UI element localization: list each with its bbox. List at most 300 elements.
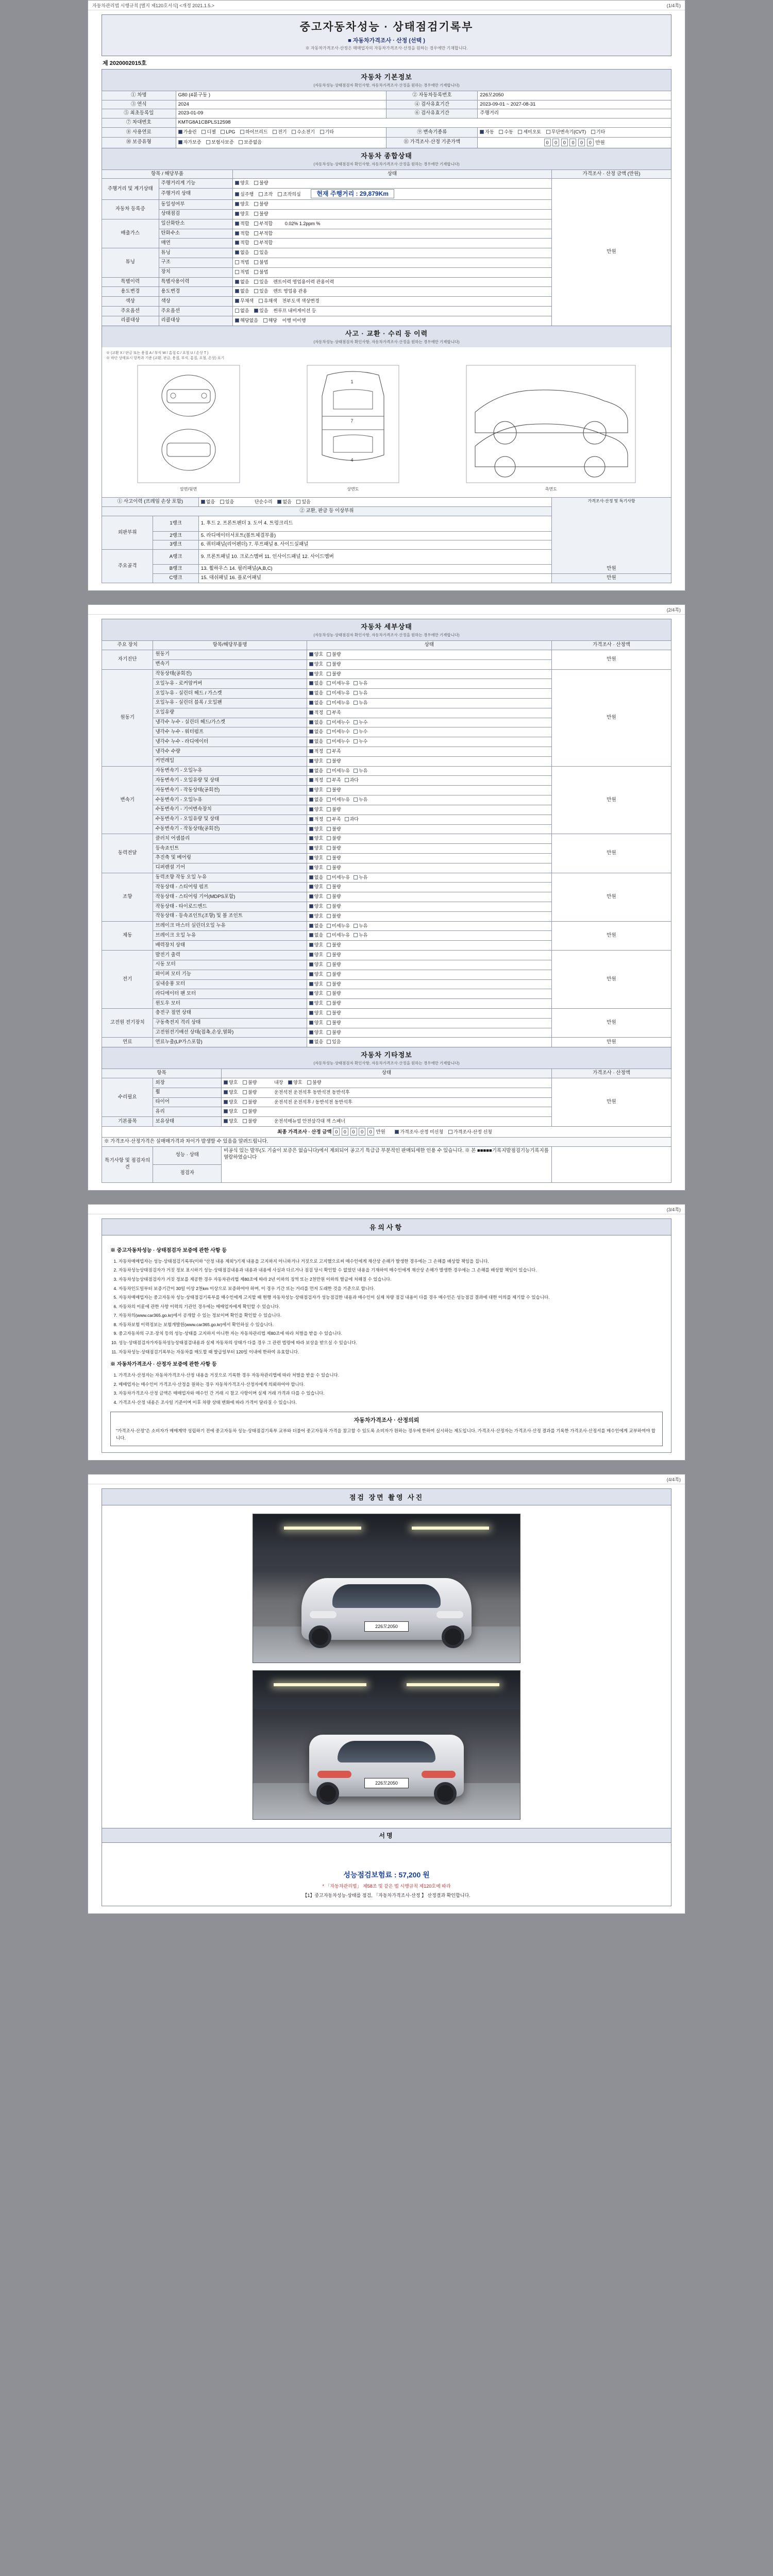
detail-opt-1-4-1[interactable]	[327, 709, 341, 716]
detail-group-7: 고전원 전기장치	[102, 1008, 153, 1037]
detail-opt-3-2-0[interactable]	[309, 855, 323, 861]
detail-opt-6-4-0[interactable]	[309, 990, 323, 996]
simple-opt-yes[interactable]	[296, 499, 310, 505]
detail-opt-0-1-0[interactable]	[309, 661, 323, 667]
detail-state-7-2[interactable]	[307, 1028, 551, 1038]
detail-state-0-0[interactable]	[307, 650, 551, 659]
checkbox-icon	[327, 894, 331, 899]
car-side-caption: 측면도	[545, 486, 557, 492]
detail-state-6-4[interactable]	[307, 989, 551, 999]
overall-2-opt-1[interactable]	[254, 201, 268, 207]
detail-opt-label-2-5-0: 적정	[314, 816, 324, 822]
detail-item-2-4: 수동변속기 - 기어변속장치	[153, 805, 307, 815]
detail-state-2-2[interactable]	[307, 786, 551, 795]
detail-state-1-7[interactable]	[307, 737, 551, 747]
overall-8-opt-1[interactable]	[254, 259, 268, 265]
basic-value-year: 2024	[176, 100, 386, 109]
section-overall-title: 자동차 종합상태	[361, 151, 412, 160]
detail-opt-5-1-1[interactable]	[327, 932, 350, 938]
detail-state-3-2[interactable]	[307, 853, 551, 863]
detail-opt-3-0-1[interactable]	[327, 835, 341, 841]
checkbox-icon	[309, 982, 313, 986]
table-row	[102, 1038, 671, 1047]
detail-opt-4-0-1[interactable]	[327, 874, 350, 880]
checkbox-icon	[309, 1001, 313, 1005]
etc-state-4[interactable]	[222, 1117, 552, 1127]
detail-opt-label-6-0-1: 불량	[332, 952, 341, 958]
detail-item-2-5: 수동변속기 - 오일유량 및 상태	[153, 815, 307, 824]
overall-13-opt-0[interactable]	[235, 308, 249, 314]
detail-opt-5-2-0[interactable]	[309, 942, 323, 948]
table-row	[102, 1078, 671, 1088]
detail-opt-1-3-1[interactable]	[327, 700, 350, 706]
detail-state-5-2[interactable]	[307, 941, 551, 951]
page-number-2: (2/4쪽)	[666, 607, 681, 613]
overall-state-5[interactable]	[233, 229, 552, 239]
detail-state-4-1[interactable]	[307, 883, 551, 892]
detail-state-0-1[interactable]	[307, 659, 551, 669]
price-survey-box	[110, 1412, 663, 1447]
checkbox-icon	[309, 749, 313, 753]
etc-0-opt-0[interactable]	[224, 1079, 238, 1086]
detail-opt-label-4-3-1: 불량	[332, 904, 341, 909]
special-note-blank	[551, 1146, 671, 1182]
overall-7-opt-0[interactable]	[235, 249, 249, 256]
overall-12-opt-1[interactable]	[259, 298, 277, 304]
detail-state-4-3[interactable]	[307, 902, 551, 912]
detail-opt-label-3-0-1: 불량	[332, 836, 341, 841]
warranty-option-none[interactable]	[239, 139, 262, 145]
detail-opt-6-5-1[interactable]	[327, 1000, 341, 1006]
detail-opt-2-1-2[interactable]	[345, 777, 359, 783]
overall-0-opt-0[interactable]	[235, 180, 249, 186]
etc-4-opt-1[interactable]	[243, 1118, 257, 1124]
detail-opt-4-0-0[interactable]	[309, 874, 323, 880]
detail-opt-0-0-0[interactable]	[309, 651, 323, 657]
overall-item-2: 동일성여부	[159, 200, 233, 210]
fuel-option-hybrid[interactable]	[240, 129, 267, 135]
detail-opt-5-1-2[interactable]	[354, 932, 367, 938]
detail-opt-label-1-2-2: 누유	[358, 690, 368, 696]
etc-0-extra-opt-1[interactable]	[307, 1079, 321, 1086]
overall-state-4[interactable]	[233, 219, 552, 229]
notice-list-1	[119, 1258, 663, 1356]
photo-1-plate: 226모2050	[364, 1621, 409, 1632]
detail-opt-2-5-0[interactable]	[309, 816, 323, 822]
accident-history-state[interactable]	[198, 497, 551, 507]
warranty-option-self[interactable]	[178, 139, 201, 145]
total-opt-1[interactable]	[448, 1129, 492, 1135]
etc-state-2[interactable]	[222, 1097, 552, 1107]
overall-10-opt-1[interactable]	[254, 279, 268, 285]
accident-opt-none[interactable]	[201, 499, 215, 505]
detail-opt-1-2-0[interactable]	[309, 690, 323, 696]
detail-opt-3-1-1[interactable]	[327, 845, 341, 851]
detail-state-2-0[interactable]	[307, 766, 551, 776]
overall-state-10[interactable]	[233, 277, 552, 287]
detail-opt-2-6-1[interactable]	[327, 826, 341, 832]
etc-3-opt-1[interactable]	[243, 1108, 257, 1114]
fuel-option-etc[interactable]	[320, 129, 334, 135]
warranty-option-insurer[interactable]	[206, 139, 233, 145]
detail-state-1-1[interactable]	[307, 679, 551, 689]
detail-opt-6-2-1[interactable]	[327, 971, 341, 977]
detail-opt-1-7-0[interactable]	[309, 738, 323, 744]
detail-opt-4-1-1[interactable]	[327, 884, 341, 890]
detail-opt-5-2-1[interactable]	[327, 942, 341, 948]
detail-opt-2-6-0[interactable]	[309, 826, 323, 832]
trans-option-manual[interactable]	[499, 129, 513, 135]
overall-state-0[interactable]	[233, 179, 552, 189]
detail-opt-4-4-0[interactable]	[309, 913, 323, 919]
overall-state-8[interactable]	[233, 258, 552, 267]
checkbox-icon	[327, 652, 331, 656]
overall-6-opt-0[interactable]	[235, 240, 249, 246]
overall-3-opt-1[interactable]	[254, 211, 268, 217]
overall-5-opt-1[interactable]	[254, 230, 273, 236]
detail-state-1-8[interactable]	[307, 747, 551, 757]
fuel-option-hydrogen[interactable]	[292, 129, 315, 135]
trans-option-auto[interactable]	[480, 129, 494, 135]
overall-9-opt-0[interactable]	[235, 269, 249, 275]
overall-group-special: 특별이력	[102, 277, 159, 287]
overall-state-7[interactable]	[233, 248, 552, 258]
detail-state-4-2[interactable]	[307, 892, 551, 902]
detail-opt-8-0-1[interactable]	[327, 1039, 341, 1045]
checkbox-icon	[327, 982, 331, 986]
detail-state-6-5[interactable]	[307, 999, 551, 1009]
checkbox-icon	[309, 972, 313, 976]
overall-col-item: 항목 / 해당부품	[102, 170, 233, 179]
etc-4-opt-0[interactable]	[224, 1118, 238, 1124]
detail-opt-2-1-0[interactable]	[309, 777, 323, 783]
etc-1-opt-0[interactable]	[224, 1089, 238, 1095]
detail-state-3-3[interactable]	[307, 863, 551, 873]
etc-3-opt-0[interactable]	[224, 1108, 238, 1114]
detail-opt-label-1-1-0: 없음	[314, 681, 324, 686]
overall-state-11[interactable]	[233, 287, 552, 297]
overall-2-opt-0[interactable]	[235, 201, 249, 207]
accident-opt-yes[interactable]	[220, 499, 234, 505]
detail-opt-2-3-0[interactable]	[309, 796, 323, 803]
checkbox-icon	[327, 875, 331, 879]
detail-opt-6-3-0[interactable]	[309, 981, 323, 987]
detail-opt-6-2-0[interactable]	[309, 971, 323, 977]
detail-state-1-9[interactable]	[307, 756, 551, 766]
checkbox-icon	[354, 769, 358, 773]
detail-opt-7-0-0[interactable]	[309, 1010, 323, 1016]
fuel-option-ev[interactable]	[273, 129, 287, 135]
detail-opt-1-5-0[interactable]	[309, 719, 323, 725]
detail-opt-4-2-1[interactable]	[327, 893, 341, 900]
detail-item-1-7: 냉각수 누수 - 라디에이터	[153, 737, 307, 747]
detail-opt-1-2-2[interactable]	[354, 690, 367, 696]
detail-opt-1-4-0[interactable]	[309, 709, 323, 716]
etc-0-extra-opt-0[interactable]	[288, 1079, 302, 1086]
detail-state-5-0[interactable]	[307, 921, 551, 931]
detail-opt-7-2-0[interactable]	[309, 1029, 323, 1036]
detail-opt-1-8-1[interactable]	[327, 748, 341, 754]
fuel-option-lpg[interactable]	[221, 129, 235, 135]
detail-opt-5-0-1[interactable]	[327, 923, 350, 929]
detail-opt-5-0-2[interactable]	[354, 923, 367, 929]
detail-opt-2-0-2[interactable]	[354, 768, 367, 774]
etc-2-opt-0[interactable]	[224, 1099, 238, 1105]
detail-opt-2-3-1[interactable]	[327, 796, 350, 803]
detail-state-4-4[interactable]	[307, 911, 551, 921]
accident-legend-1: ※ (교환 X / 판금 또는 용접 A / 부식 W / 흠집 C / 요철 U / 손상 T )	[106, 351, 209, 355]
detail-opt-1-1-0[interactable]	[309, 680, 323, 686]
detail-opt-1-0-1[interactable]	[327, 671, 341, 677]
detail-opt-6-1-0[interactable]	[309, 961, 323, 968]
detail-state-7-1[interactable]	[307, 1018, 551, 1028]
detail-opt-6-5-0[interactable]	[309, 1000, 323, 1006]
detail-opt-1-3-2[interactable]	[354, 700, 367, 706]
notice-item: 2. 매매업자는 매수인이 가격조사·산정을 원하는 경우 자동차가격조사·산정자에게 의뢰하여야 합니다.	[119, 1381, 663, 1388]
detail-opt-2-5-2[interactable]	[345, 816, 359, 822]
overall-state-12[interactable]	[233, 297, 552, 307]
checkbox-icon	[327, 730, 331, 734]
detail-state-6-1[interactable]	[307, 960, 551, 970]
etc-1-opt-0-label: 양호	[229, 1089, 238, 1095]
detail-state-1-5[interactable]	[307, 718, 551, 727]
overall-0-opt-1[interactable]	[254, 180, 268, 186]
detail-group-8: 연료	[102, 1038, 153, 1047]
overall-8-opt-0[interactable]	[235, 259, 249, 265]
detail-opt-4-2-0[interactable]	[309, 893, 323, 900]
detail-state-1-2[interactable]	[307, 689, 551, 699]
fuel-option-gasoline[interactable]	[178, 129, 197, 135]
detail-opt-label-1-7-1: 미세누수	[332, 739, 350, 744]
etc-state-1[interactable]	[222, 1088, 552, 1097]
detail-opt-7-0-1[interactable]	[327, 1010, 341, 1016]
detail-opt-2-1-1[interactable]	[327, 777, 341, 783]
detail-opt-2-0-0[interactable]	[309, 768, 323, 774]
detail-opt-4-4-1[interactable]	[327, 913, 341, 919]
overall-5-opt-1-label: 부적합	[259, 230, 273, 236]
detail-opt-1-9-0[interactable]	[309, 758, 323, 764]
detail-state-8-0[interactable]	[307, 1038, 551, 1047]
detail-state-4-0[interactable]	[307, 873, 551, 883]
accident-frame-items-1: 9. 프론트패널 10. 크로스멤버 11. 인사이드패널 12. 사이드멤버	[198, 550, 551, 565]
accident-group-outer: 외판부위	[102, 516, 153, 550]
detail-opt-0-1-1[interactable]	[327, 661, 341, 667]
detail-opt-6-0-0[interactable]	[309, 952, 323, 958]
detail-opt-4-0-2[interactable]	[354, 874, 367, 880]
detail-opt-4-3-1[interactable]	[327, 903, 341, 909]
detail-state-5-1[interactable]	[307, 931, 551, 941]
overall-1-opt-2[interactable]	[278, 191, 301, 197]
detail-opt-7-1-1[interactable]	[327, 1020, 341, 1026]
detail-state-7-0[interactable]	[307, 1008, 551, 1018]
detail-opt-1-7-2[interactable]	[354, 738, 367, 744]
detail-opt-3-1-0[interactable]	[309, 845, 323, 851]
overall-group-color: 색상	[102, 297, 159, 307]
detail-price-7: 만원	[551, 1008, 671, 1037]
detail-opt-3-2-1[interactable]	[327, 855, 341, 861]
detail-state-3-1[interactable]	[307, 844, 551, 854]
notice-head-2: ※ 자동차가격조사 · 산정자 보증에 관한 사항 등	[110, 1362, 217, 1368]
accident-outer-items-1: 1. 후드 2. 프론트펜더 3. 도어 4. 트렁크리드	[198, 516, 551, 531]
overall-10-opt-0[interactable]	[235, 279, 249, 285]
detail-state-6-3[interactable]	[307, 979, 551, 989]
overall-1-opt-0[interactable]	[235, 191, 254, 197]
detail-opt-7-2-1[interactable]	[327, 1029, 341, 1036]
detail-opt-2-2-1[interactable]	[327, 787, 341, 793]
detail-state-2-3[interactable]	[307, 795, 551, 805]
simple-opt-none[interactable]	[277, 499, 291, 505]
accident-group-title: ② 교환, 판금 등 이상부위	[102, 507, 552, 516]
overall-4-opt-1[interactable]	[254, 221, 273, 227]
detail-opt-1-8-0[interactable]	[309, 748, 323, 754]
detail-opt-1-5-2[interactable]	[354, 719, 367, 725]
checkbox-icon	[327, 798, 331, 802]
table-row	[102, 951, 671, 960]
detail-opt-5-0-0[interactable]	[309, 923, 323, 929]
trans-option-etc[interactable]	[591, 129, 605, 135]
detail-group-4: 조향	[102, 873, 153, 921]
overall-1-opt-1[interactable]	[259, 191, 273, 197]
overall-14-opt-0[interactable]	[235, 317, 258, 324]
etc-state-0[interactable]	[222, 1078, 552, 1088]
special-note-sub-b: 점검자	[153, 1164, 222, 1182]
etc-2-opt-1[interactable]	[243, 1099, 257, 1105]
overall-12-opt-0[interactable]	[235, 298, 254, 304]
notice-item: 9. 중고자동차의 구조·장치 등의 성능·상태를 고지하지 아니한 자는 자동차관리법 제80조에 따라 처벌을 받을 수 있습니다.	[119, 1330, 663, 1337]
detail-opt-label-0-1-0: 양호	[314, 661, 324, 667]
overall-3-opt-0[interactable]	[235, 211, 249, 217]
page-3	[88, 1204, 685, 1461]
overall-state-2[interactable]	[233, 200, 552, 210]
detail-opt-1-6-1[interactable]	[327, 728, 350, 735]
table-row	[102, 669, 671, 679]
detail-opt-4-3-0[interactable]	[309, 903, 323, 909]
detail-opt-1-9-1[interactable]	[327, 758, 341, 764]
detail-opt-2-4-1[interactable]	[327, 806, 341, 812]
checkbox-icon	[309, 846, 313, 850]
overall-11-opt-1[interactable]	[254, 288, 268, 294]
detail-opt-3-0-0[interactable]	[309, 835, 323, 841]
detail-group-0: 자기진단	[102, 650, 153, 669]
overall-state-6[interactable]	[233, 239, 552, 248]
detail-opt-2-3-2[interactable]	[354, 796, 367, 803]
detail-state-2-5[interactable]	[307, 815, 551, 824]
overall-9-opt-1[interactable]	[254, 269, 268, 275]
overall-14-opt-1[interactable]	[263, 317, 277, 324]
detail-opt-2-2-0[interactable]	[309, 787, 323, 793]
overall-state-3[interactable]	[233, 209, 552, 219]
detail-opt-6-0-1[interactable]	[327, 952, 341, 958]
detail-state-1-4[interactable]	[307, 708, 551, 718]
detail-opt-1-5-1[interactable]	[327, 719, 350, 725]
checkbox-icon	[309, 1030, 313, 1035]
overall-7-opt-1[interactable]	[254, 249, 268, 256]
trans-option-cvt[interactable]	[546, 129, 586, 135]
detail-state-1-3[interactable]	[307, 698, 551, 708]
overall-state-1[interactable]	[233, 189, 552, 200]
trans-option-semi[interactable]	[518, 129, 541, 135]
basic-label-fuel: ⑧ 사용연료	[102, 128, 176, 138]
overall-13-opt-1[interactable]	[254, 308, 268, 314]
detail-state-1-6[interactable]	[307, 727, 551, 737]
detail-opt-label-2-4-1: 불량	[332, 806, 341, 812]
overall-state-14[interactable]	[233, 316, 552, 326]
detail-opt-3-3-1[interactable]	[327, 865, 341, 871]
overall-11-opt-0[interactable]	[235, 288, 249, 294]
detail-opt-label-4-0-0: 없음	[314, 874, 324, 880]
detail-opt-5-1-0[interactable]	[309, 932, 323, 938]
detail-opt-1-2-1[interactable]	[327, 690, 350, 696]
warranty-option-insurer-label: 보험사보증	[211, 139, 234, 145]
detail-opt-1-7-1[interactable]	[327, 738, 350, 744]
detail-opt-7-1-0[interactable]	[309, 1020, 323, 1026]
detail-opt-6-3-1[interactable]	[327, 981, 341, 987]
detail-opt-6-1-1[interactable]	[327, 961, 341, 968]
detail-opt-0-0-1[interactable]	[327, 651, 341, 657]
table-row	[102, 118, 671, 128]
checkbox-icon	[309, 798, 313, 802]
detail-opt-2-5-1[interactable]	[327, 816, 341, 822]
detail-opt-4-1-0[interactable]	[309, 884, 323, 890]
warranty-option-self-label: 자가보증	[183, 139, 201, 145]
detail-opt-1-0-0[interactable]	[309, 671, 323, 677]
detail-opt-1-6-2[interactable]	[354, 728, 367, 735]
overall-6-opt-1[interactable]	[254, 240, 273, 246]
detail-state-2-1[interactable]	[307, 776, 551, 786]
detail-state-2-6[interactable]	[307, 824, 551, 834]
accident-frame-tier-2: B랭크	[153, 565, 198, 574]
photo-2-light-right	[407, 1683, 499, 1686]
overall-state-9[interactable]	[233, 267, 552, 277]
detail-state-1-0[interactable]	[307, 669, 551, 679]
detail-opt-2-0-1[interactable]	[327, 768, 350, 774]
page-4	[88, 1474, 685, 1914]
detail-opt-3-3-0[interactable]	[309, 865, 323, 871]
overall-4-opt-0[interactable]	[235, 221, 249, 227]
detail-opt-6-4-1[interactable]	[327, 990, 341, 996]
accident-opt-none-label: 없음	[206, 499, 215, 504]
total-opt-0[interactable]	[395, 1129, 443, 1135]
detail-opt-1-3-0[interactable]	[309, 700, 323, 706]
overall-13-opt-0-label: 없음	[240, 308, 249, 314]
detail-opt-label-6-5-1: 불량	[332, 1001, 341, 1006]
detail-state-6-0[interactable]	[307, 951, 551, 960]
detail-opt-2-4-0[interactable]	[309, 806, 323, 812]
fuel-option-diesel[interactable]	[201, 129, 215, 135]
etc-0-opt-1[interactable]	[243, 1079, 257, 1086]
checkbox-icon	[309, 894, 313, 899]
etc-1-opt-1[interactable]	[243, 1089, 257, 1095]
etc-state-3[interactable]	[222, 1107, 552, 1117]
detail-opt-label-1-3-1: 미세누유	[332, 700, 350, 705]
detail-opt-1-1-2[interactable]	[354, 680, 367, 686]
overall-14-opt-0-label: 해당없음	[240, 317, 258, 323]
overall-state-13[interactable]	[233, 307, 552, 316]
detail-state-6-2[interactable]	[307, 970, 551, 979]
detail-item-8-0: 연료누출(LP가스포함)	[153, 1038, 307, 1047]
detail-col-item: 항목/해당부품명	[153, 641, 307, 650]
detail-opt-label-4-0-2: 누유	[358, 874, 368, 880]
detail-opt-1-6-0[interactable]	[309, 728, 323, 735]
detail-opt-label-2-1-1: 부족	[332, 777, 341, 783]
detail-opt-8-0-0[interactable]	[309, 1039, 323, 1045]
detail-state-3-0[interactable]	[307, 834, 551, 844]
detail-opt-1-1-1[interactable]	[327, 680, 350, 686]
overall-5-opt-0[interactable]	[235, 230, 249, 236]
detail-state-2-4[interactable]	[307, 805, 551, 815]
signature-area[interactable]	[105, 1848, 668, 1870]
trans-option-cvt-label: 무단변속기(CVT)	[551, 129, 586, 135]
